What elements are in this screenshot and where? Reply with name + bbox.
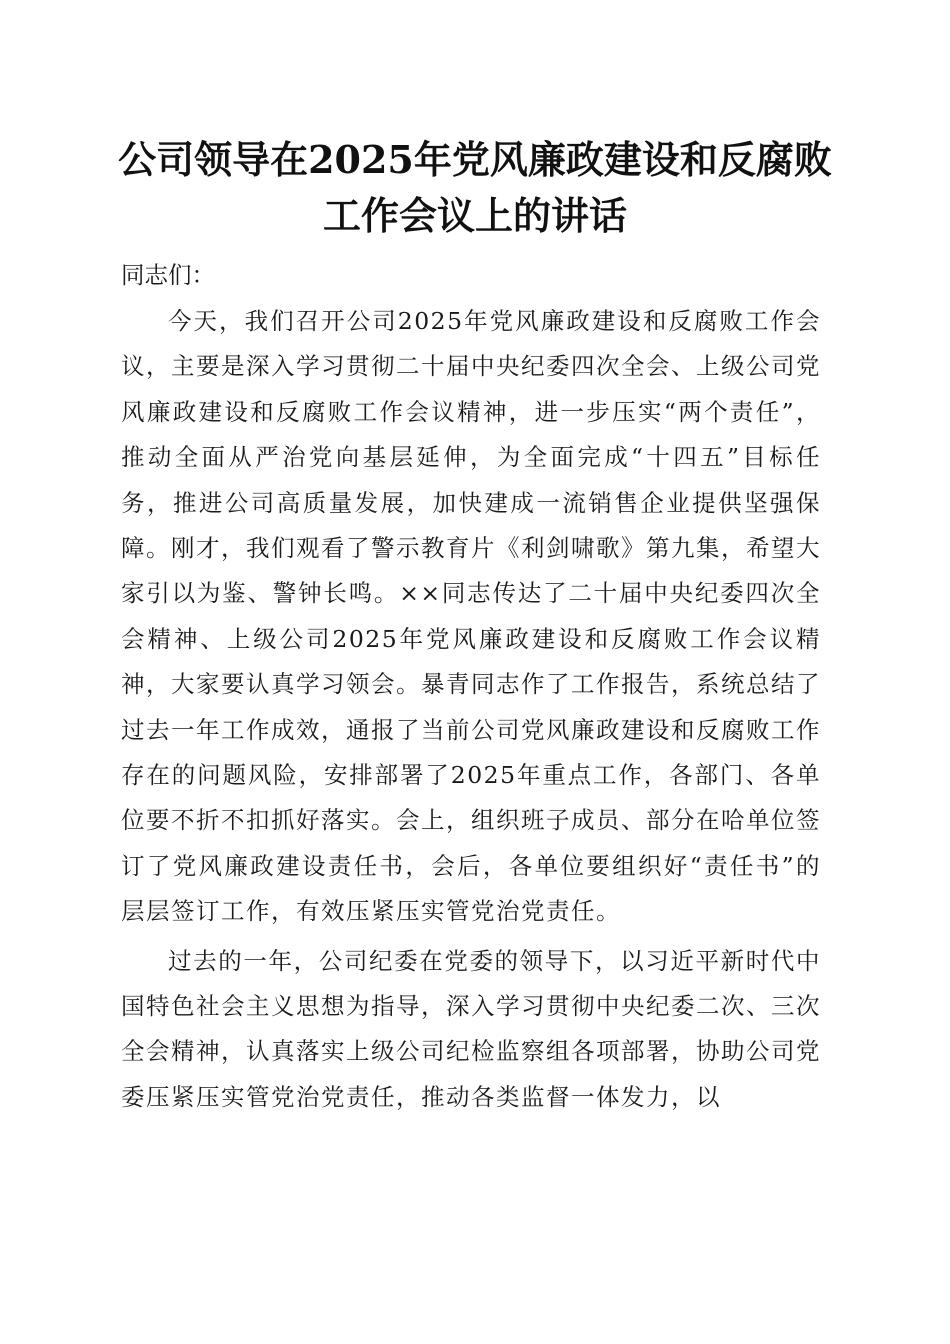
greeting: 同志们： xyxy=(121,261,215,289)
document-body xyxy=(121,253,821,1124)
document-title: 公司领导在2025年党风廉政建设和反腐败工作会议上的讲话 xyxy=(118,137,832,238)
paragraph-1: 今天，我们召开公司2025年党风廉政建设和反腐败工作会议，主要是深入学习贯彻二十届中央纪委四次全会、上级公司党风廉政建设和反腐败工作会议精神，进一步压实“两个责任”，推动全面从严治党向基层延伸，为全面完成“十四五”目标任务，推进公司高质量发展，加快建成一流销售企业提供坚强保障。刚才，我们观看了警示教育片《利剑啸歌》第九集，希望大家引以为鉴、警钟长鸣。××同志传达了二十届中央纪委四次全会精神、上级公司2025年党风廉政建设和反腐败工作会议精神，大家要认真学习领会。暴青同志作了工作报告，系统总结了过去一年工作成效，通报了当前公司党风廉政建设和反腐败工作存在的问题风险，安排部署了2025年重点工作，各部门、各单位要不折不扣抓好落实。会上，组织班子成员、部分在哈单位签订了党风廉政建设责任书，会后，各单位要组织好“责任书”的层层签订工作，有效压紧压实管党治党责任。 xyxy=(121,306,821,926)
paragraph-2: 过去的一年，公司纪委在党委的领导下，以习近平新时代中国特色社会主义思想为指导，深入学习贯彻中央纪委二次、三次全会精神，认真落实上级公司纪检监察组各项部署，协助公司党委压紧压实管党治党责任，推动各类监督一体发力，以 xyxy=(121,946,821,1111)
